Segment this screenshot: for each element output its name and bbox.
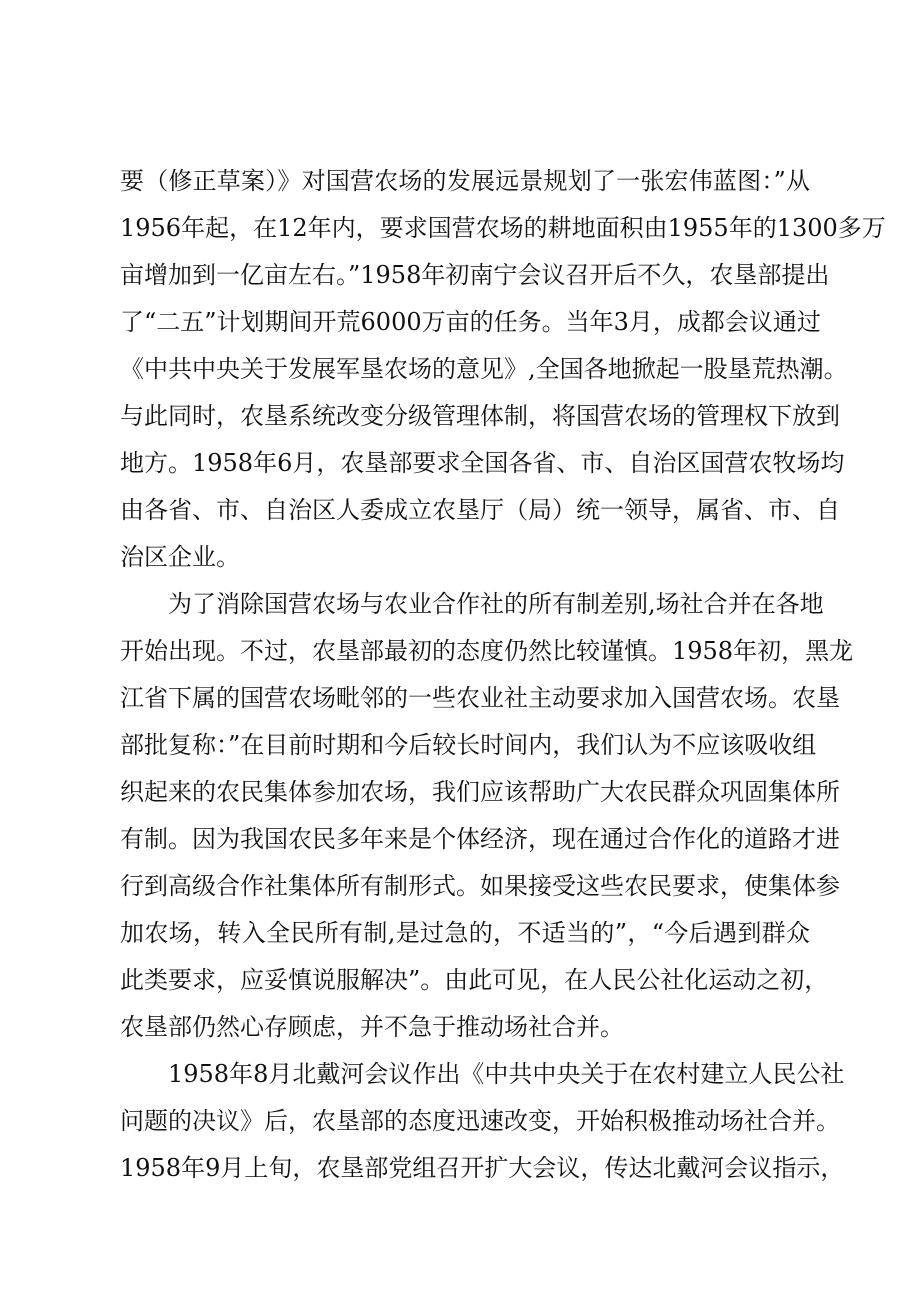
text-line: 织起来的农民集体参加农场，我们应该帮助广大农民群众巩固集体所 bbox=[120, 778, 840, 806]
text-line: 1958年9月上旬，农垦部党组召开扩大会议，传达北戴河会议指示， bbox=[120, 1154, 845, 1182]
text-line: 亩增加到一亿亩左右。”1958年初南宁会议召开后不久，农垦部提出 bbox=[120, 261, 830, 289]
text-line: 1958年8月北戴河会议作出《中共中央关于在农村建立人民公社 bbox=[168, 1060, 845, 1088]
text-line: 开始出现。不过，农垦部最初的态度仍然比较谨慎。1958年初，黑龙 bbox=[120, 637, 854, 665]
text-line: 部批复称：”在目前时期和今后较长时间内，我们认为不应该吸收组 bbox=[120, 731, 817, 759]
text-line: 《中共中央关于发展军垦农场的意见》,全国各地掀起一股垦荒热潮。 bbox=[120, 355, 848, 383]
text-line: 地方。1958年6月，农垦部要求全国各省、市、自治区国营农牧场均 bbox=[120, 449, 845, 477]
text-line: 行到高级合作社集体所有制形式。如果接受这些农民要求，使集体参 bbox=[120, 872, 840, 900]
text-line: 此类要求，应妥慎说服解决”。由此可见，在人民公社化运动之初， bbox=[120, 966, 829, 994]
text-line: 与此同时，农垦系统改变分级管理体制，将国营农场的管理权下放到 bbox=[120, 402, 840, 430]
text-line: 了“二五”计划期间开荒6000万亩的任务。当年3月，成都会议通过 bbox=[120, 308, 821, 336]
text-line: 由各省、市、自治区人委成立农垦厅（局）统一领导，属省、市、自 bbox=[120, 496, 840, 524]
text-line: 农垦部仍然心存顾虑，并不急于推动场社合并。 bbox=[120, 1013, 624, 1041]
text-line: 江省下属的国营农场毗邻的一些农业社主动要求加入国营农场。农垦 bbox=[120, 684, 840, 712]
text-line: 治区企业。 bbox=[120, 543, 240, 571]
text-line: 有制。因为我国农民多年来是个体经济，现在通过合作化的道路才进 bbox=[120, 825, 840, 853]
text-line: 问题的决议》后，农垦部的态度迅速改变，开始积极推动场社合并。 bbox=[120, 1107, 840, 1135]
text-line: 加农场，转入全民所有制,是过急的，不适当的”，“今后遇到群众 bbox=[120, 919, 810, 947]
text-line: 为了消除国营农场与农业合作社的所有制差别,场社合并在各地 bbox=[168, 590, 824, 618]
text-line: 要（修正草案）》对国营农场的发展远景规划了一张宏伟蓝图：”从 bbox=[120, 167, 810, 195]
text-line: 1956年起，在12年内，要求国营农场的耕地面积由1955年的1300多万 bbox=[120, 214, 886, 242]
